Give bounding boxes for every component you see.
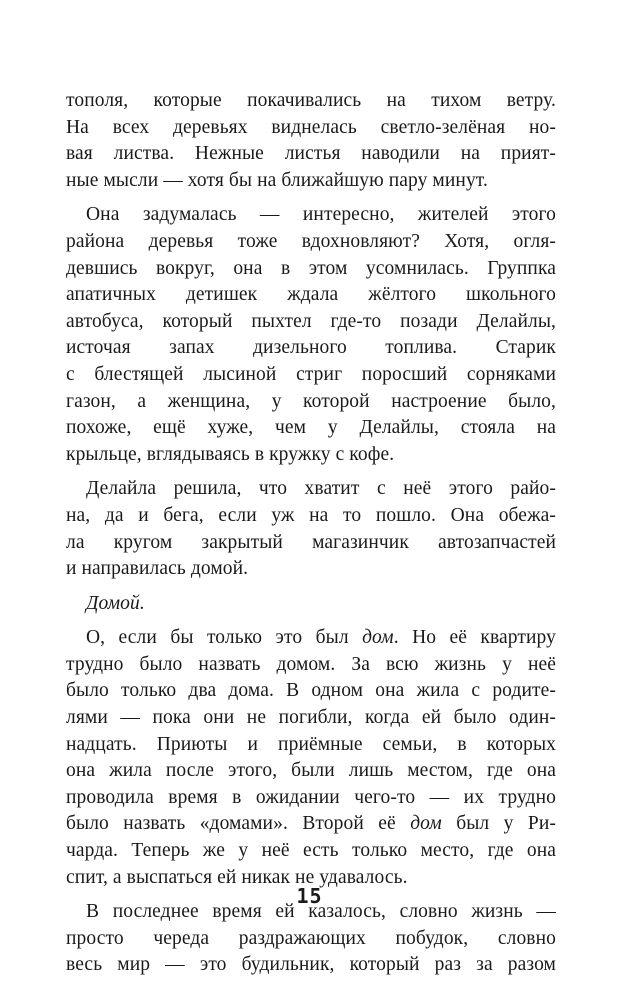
text-line: В последнее время ей казалось, словно жизнь —	[86, 901, 556, 923]
text-line: автобуса, который пыхтел где-то позади Делайлы,	[66, 310, 556, 332]
text-line: весь мир — это будильник, который раз за разом	[66, 954, 556, 976]
text-line: вая листва. Нежные листья наводили на прият-	[66, 143, 556, 165]
text-line: Делайла решила, что хватит с неё этого райо-	[86, 478, 556, 500]
text-line: было назвать «домами». Второй её дом был у Ри-	[66, 813, 556, 835]
paragraph	[66, 591, 556, 618]
paragraph	[66, 202, 556, 468]
text-line: Домой.	[86, 592, 145, 614]
text-line: лями — пока они не погибли, когда ей было один-	[66, 707, 556, 729]
text-line: На всех деревьях виднелась светло-зелёная но-	[66, 116, 556, 138]
text-line: и направилась домой.	[66, 558, 249, 580]
text-line: ные мысли — хотя бы на ближайшую пару минут.	[66, 169, 488, 191]
text-line: крыльце, вглядываясь в кружку с кофе.	[66, 443, 395, 465]
text-line: она жила после этого, были лишь местом, где она	[66, 760, 556, 782]
text-line: похоже, ещё хуже, чем у Делайлы, стояла на	[66, 417, 556, 439]
paragraph	[66, 476, 556, 582]
text-line: чарда. Теперь же у неё есть только место, где она	[66, 840, 556, 862]
text-line: на, да и бега, если уж на то пошло. Она обежа-	[66, 504, 556, 526]
text-line: было только два дома. В одном она жила с родите-	[66, 680, 556, 702]
book-page-text	[66, 88, 556, 979]
paragraph	[66, 88, 556, 194]
text-line: тополя, которые покачивались на тихом ветру.	[66, 90, 556, 111]
text-line: О, если бы только это был дом. Но её квартиру	[86, 627, 557, 649]
text-line: проводила время в ожидании чего-то — их трудно	[66, 786, 556, 808]
page-number: 15	[296, 884, 323, 908]
text-line: просто череда раздражающих побудок, словно	[66, 927, 556, 949]
paragraph	[66, 625, 556, 891]
text-line: с блестящей лысиной стриг поросший сорняками	[66, 363, 556, 385]
text-line: надцать. Приюты и приёмные семьи, в которых	[66, 733, 556, 755]
text-line: девшись вокруг, она в этом усомнилась. Группка	[66, 257, 556, 279]
paragraph	[66, 899, 556, 979]
text-line: спит, а выспаться ей никак не удавалось.	[66, 866, 408, 888]
text-line: Она задумалась — интересно, жителей этого	[86, 204, 556, 226]
text-line: источая запах дизельного топлива. Старик	[66, 337, 556, 359]
text-line: газон, а женщина, у которой настроение было,	[66, 390, 556, 412]
text-line: апатичных детишек ждала жёлтого школьного	[66, 284, 556, 306]
text-line: района деревья тоже вдохновляют? Хотя, огля-	[66, 230, 556, 252]
text-line: ла кругом закрытый магазинчик автозапчастей	[66, 531, 556, 553]
emphasized-word: дом	[362, 627, 394, 649]
text-line: трудно было назвать домом. За всю жизнь у неё	[66, 653, 556, 675]
emphasized-word: дом	[410, 813, 442, 835]
